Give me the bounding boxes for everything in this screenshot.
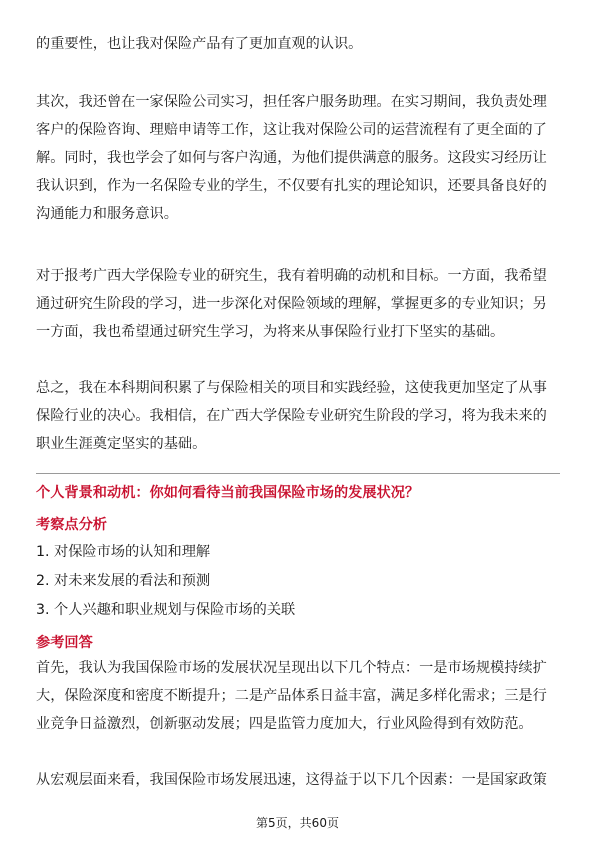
analysis-item: 1. 对保险市场的认知和理解 <box>36 544 211 560</box>
analysis-item: 2. 对未来发展的看法和预测 <box>36 573 211 589</box>
text-line: 其次，我还曾在一家保险公司实习，担任客户服务助理。在实习期间，我负责处理 <box>36 94 547 110</box>
text-line: 首先，我认为我国保险市场的发展状况呈现出以下几个特点：一是市场规模持续扩 <box>36 660 547 676</box>
text-line: 职业生涯奠定坚实的基础。 <box>36 436 207 452</box>
text-line: 一方面，我也希望通过研究生学习，为将来从事保险行业打下坚实的基础。 <box>36 324 505 340</box>
analysis-item: 3. 个人兴趣和职业规划与保险市场的关联 <box>36 602 296 618</box>
text-line: 沟通能力和服务意识。 <box>36 206 178 222</box>
body-paragraph <box>36 30 560 58</box>
answer-paragraph <box>36 654 560 738</box>
body-paragraph <box>36 262 560 346</box>
section-divider <box>36 473 560 474</box>
text-line: 通过研究生阶段的学习，进一步深化对保险领域的理解，掌握更多的专业知识；另 <box>36 296 547 312</box>
text-line: 对于报考广西大学保险专业的研究生，我有着明确的动机和目标。一方面，我希望 <box>36 268 547 284</box>
text-line: 我认识到，作为一名保险专业的学生，不仅要有扎实的理论知识，还要具备良好的 <box>36 178 547 194</box>
answer-heading: 参考回答 <box>36 635 93 651</box>
text-line: 保险行业的决心。我相信，在广西大学保险专业研究生阶段的学习，将为我未来的 <box>36 408 547 424</box>
answer-paragraph <box>36 766 560 794</box>
analysis-heading: 考察点分析 <box>36 517 107 533</box>
text-line: 总之，我在本科期间积累了与保险相关的项目和实践经验，这使我更加坚定了从事 <box>36 380 547 396</box>
body-paragraph <box>36 374 560 458</box>
text-line: 解。同时，我也学会了如何与客户沟通，为他们提供满意的服务。这段实习经历让 <box>36 150 547 166</box>
text-line: 客户的保险咨询、理赔申请等工作，这让我对保险公司的运营流程有了更全面的了 <box>36 122 547 138</box>
text-line: 业竞争日益激烈，创新驱动发展；四是监管力度加大，行业风险得到有效防范。 <box>36 716 533 732</box>
text-line: 大，保险深度和密度不断提升；二是产品体系日益丰富，满足多样化需求；三是行 <box>36 688 547 704</box>
text-line: 的重要性，也让我对保险产品有了更加直观的认识。 <box>36 36 363 52</box>
text-line: 从宏观层面来看，我国保险市场发展迅速，这得益于以下几个因素：一是国家政策 <box>36 772 547 788</box>
question-title: 个人背景和动机：你如何看待当前我国保险市场的发展状况？ <box>36 485 420 501</box>
page-number: 第5页，共60页 <box>256 816 339 830</box>
body-paragraph <box>36 88 560 228</box>
